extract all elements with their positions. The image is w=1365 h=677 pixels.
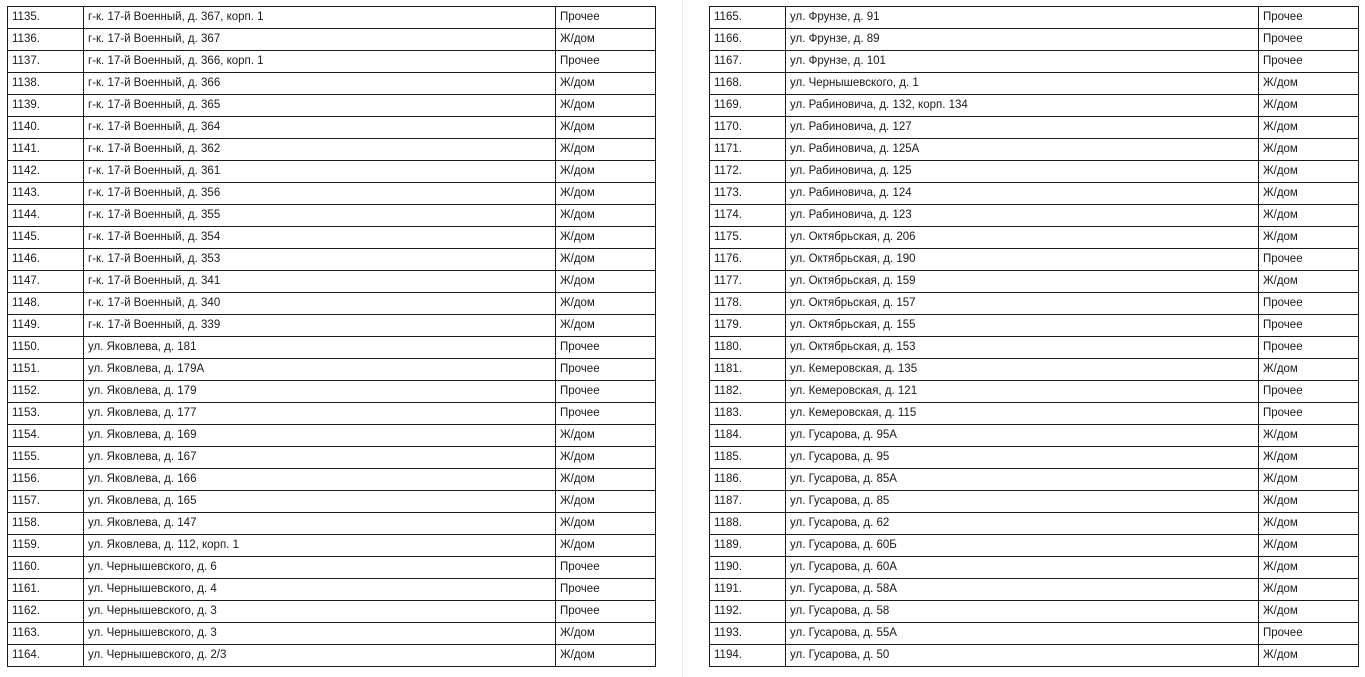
table-row (8, 403, 656, 425)
table-row (710, 315, 1359, 337)
row-number-cell: 1171. (710, 139, 786, 161)
row-number-cell: 1167. (710, 51, 786, 73)
address-cell: ул. Гусарова, д. 55А (786, 623, 1259, 645)
building-type-cell: Ж/дом (1259, 359, 1359, 381)
row-number-cell: 1158. (8, 513, 84, 535)
building-type-cell: Ж/дом (556, 183, 656, 205)
address-cell: ул. Яковлева, д. 165 (84, 491, 556, 513)
address-cell: ул. Кемеровская, д. 115 (786, 403, 1259, 425)
row-number-cell: 1186. (710, 469, 786, 491)
address-cell: ул. Яковлева, д. 177 (84, 403, 556, 425)
building-type-cell: Прочее (1259, 293, 1359, 315)
building-type-cell: Прочее (556, 51, 656, 73)
address-cell: ул. Яковлева, д. 169 (84, 425, 556, 447)
row-number-cell: 1163. (8, 623, 84, 645)
address-table-right-body (710, 7, 1359, 667)
row-number-cell: 1193. (710, 623, 786, 645)
table-row (8, 557, 656, 579)
row-number-cell: 1170. (710, 117, 786, 139)
address-cell: г-к. 17-й Военный, д. 361 (84, 161, 556, 183)
building-type-cell: Ж/дом (1259, 513, 1359, 535)
building-type-cell: Прочее (1259, 337, 1359, 359)
row-number-cell: 1151. (8, 359, 84, 381)
building-type-cell: Ж/дом (556, 117, 656, 139)
building-type-cell: Ж/дом (556, 469, 656, 491)
building-type-cell: Ж/дом (556, 205, 656, 227)
table-row (710, 95, 1359, 117)
table-row (8, 205, 656, 227)
building-type-cell: Ж/дом (1259, 271, 1359, 293)
table-row (710, 249, 1359, 271)
address-cell: ул. Яковлева, д. 112, корп. 1 (84, 535, 556, 557)
address-cell: ул. Октябрьская, д. 190 (786, 249, 1259, 271)
row-number-cell: 1181. (710, 359, 786, 381)
building-type-cell: Прочее (1259, 249, 1359, 271)
address-cell: г-к. 17-й Военный, д. 354 (84, 227, 556, 249)
building-type-cell: Ж/дом (1259, 117, 1359, 139)
address-cell: ул. Октябрьская, д. 155 (786, 315, 1259, 337)
address-cell: ул. Рабиновича, д. 132, корп. 134 (786, 95, 1259, 117)
row-number-cell: 1153. (8, 403, 84, 425)
table-row (8, 73, 656, 95)
address-cell: ул. Чернышевского, д. 1 (786, 73, 1259, 95)
address-cell: ул. Чернышевского, д. 4 (84, 579, 556, 601)
table-row (8, 183, 656, 205)
table-row (8, 381, 656, 403)
table-row (710, 205, 1359, 227)
address-cell: ул. Фрунзе, д. 91 (786, 7, 1259, 29)
building-type-cell: Прочее (1259, 623, 1359, 645)
row-number-cell: 1146. (8, 249, 84, 271)
row-number-cell: 1188. (710, 513, 786, 535)
table-row (8, 271, 656, 293)
building-type-cell: Ж/дом (1259, 73, 1359, 95)
address-cell: ул. Гусарова, д. 50 (786, 645, 1259, 667)
row-number-cell: 1189. (710, 535, 786, 557)
row-number-cell: 1155. (8, 447, 84, 469)
building-type-cell: Прочее (556, 337, 656, 359)
table-row (8, 7, 656, 29)
row-number-cell: 1139. (8, 95, 84, 117)
building-type-cell: Ж/дом (1259, 447, 1359, 469)
address-cell: ул. Фрунзе, д. 101 (786, 51, 1259, 73)
building-type-cell: Ж/дом (1259, 95, 1359, 117)
building-type-cell: Прочее (556, 359, 656, 381)
address-cell: ул. Октябрьская, д. 159 (786, 271, 1259, 293)
table-row (710, 139, 1359, 161)
address-cell: ул. Чернышевского, д. 2/3 (84, 645, 556, 667)
row-number-cell: 1174. (710, 205, 786, 227)
address-cell: г-к. 17-й Военный, д. 362 (84, 139, 556, 161)
table-row (8, 95, 656, 117)
row-number-cell: 1182. (710, 381, 786, 403)
row-number-cell: 1177. (710, 271, 786, 293)
row-number-cell: 1138. (8, 73, 84, 95)
address-cell: ул. Гусарова, д. 58 (786, 601, 1259, 623)
address-cell: г-к. 17-й Военный, д. 364 (84, 117, 556, 139)
address-cell: г-к. 17-й Военный, д. 353 (84, 249, 556, 271)
row-number-cell: 1194. (710, 645, 786, 667)
address-cell: ул. Яковлева, д. 181 (84, 337, 556, 359)
table-row (710, 535, 1359, 557)
table-row (8, 447, 656, 469)
table-row (8, 513, 656, 535)
address-cell: ул. Октябрьская, д. 157 (786, 293, 1259, 315)
address-cell: ул. Гусарова, д. 58А (786, 579, 1259, 601)
building-type-cell: Прочее (556, 403, 656, 425)
address-cell: ул. Гусарова, д. 60Б (786, 535, 1259, 557)
row-number-cell: 1142. (8, 161, 84, 183)
table-row (8, 535, 656, 557)
table-row (710, 491, 1359, 513)
table-row (710, 117, 1359, 139)
address-cell: г-к. 17-й Военный, д. 366, корп. 1 (84, 51, 556, 73)
address-cell: г-к. 17-й Военный, д. 355 (84, 205, 556, 227)
table-row (710, 601, 1359, 623)
address-cell: ул. Гусарова, д. 95А (786, 425, 1259, 447)
table-row (710, 447, 1359, 469)
row-number-cell: 1176. (710, 249, 786, 271)
building-type-cell: Ж/дом (1259, 579, 1359, 601)
address-cell: ул. Октябрьская, д. 153 (786, 337, 1259, 359)
building-type-cell: Ж/дом (556, 425, 656, 447)
building-type-cell: Ж/дом (556, 645, 656, 667)
row-number-cell: 1169. (710, 95, 786, 117)
address-cell: ул. Яковлева, д. 179А (84, 359, 556, 381)
building-type-cell: Ж/дом (1259, 425, 1359, 447)
row-number-cell: 1183. (710, 403, 786, 425)
row-number-cell: 1166. (710, 29, 786, 51)
table-row (8, 579, 656, 601)
address-cell: ул. Яковлева, д. 147 (84, 513, 556, 535)
building-type-cell: Ж/дом (556, 623, 656, 645)
address-cell: ул. Яковлева, д. 167 (84, 447, 556, 469)
table-row (710, 161, 1359, 183)
row-number-cell: 1148. (8, 293, 84, 315)
address-cell: ул. Чернышевского, д. 3 (84, 623, 556, 645)
table-row (710, 73, 1359, 95)
table-row (8, 601, 656, 623)
building-type-cell: Ж/дом (556, 271, 656, 293)
building-type-cell: Прочее (556, 7, 656, 29)
table-row (8, 337, 656, 359)
table-row (710, 359, 1359, 381)
table-row (8, 29, 656, 51)
address-cell: ул. Октябрьская, д. 206 (786, 227, 1259, 249)
building-type-cell: Прочее (556, 557, 656, 579)
address-cell: г-к. 17-й Военный, д. 341 (84, 271, 556, 293)
address-table-right (709, 6, 1359, 667)
address-cell: ул. Кемеровская, д. 121 (786, 381, 1259, 403)
table-row (8, 359, 656, 381)
table-row (8, 249, 656, 271)
building-type-cell: Ж/дом (556, 535, 656, 557)
table-row (710, 579, 1359, 601)
table-row (710, 293, 1359, 315)
building-type-cell: Ж/дом (556, 249, 656, 271)
row-number-cell: 1149. (8, 315, 84, 337)
row-number-cell: 1187. (710, 491, 786, 513)
table-row (8, 293, 656, 315)
table-row (710, 557, 1359, 579)
building-type-cell: Прочее (556, 381, 656, 403)
building-type-cell: Ж/дом (556, 447, 656, 469)
building-type-cell: Ж/дом (556, 73, 656, 95)
table-row (710, 227, 1359, 249)
building-type-cell: Ж/дом (556, 161, 656, 183)
table-row (710, 513, 1359, 535)
table-row (8, 623, 656, 645)
building-type-cell: Ж/дом (1259, 469, 1359, 491)
row-number-cell: 1137. (8, 51, 84, 73)
row-number-cell: 1178. (710, 293, 786, 315)
address-cell: ул. Кемеровская, д. 135 (786, 359, 1259, 381)
address-cell: ул. Рабиновича, д. 125А (786, 139, 1259, 161)
row-number-cell: 1161. (8, 579, 84, 601)
address-cell: ул. Гусарова, д. 85 (786, 491, 1259, 513)
table-row (8, 161, 656, 183)
address-cell: ул. Гусарова, д. 60А (786, 557, 1259, 579)
row-number-cell: 1154. (8, 425, 84, 447)
building-type-cell: Ж/дом (1259, 491, 1359, 513)
row-number-cell: 1150. (8, 337, 84, 359)
table-row (710, 623, 1359, 645)
row-number-cell: 1164. (8, 645, 84, 667)
address-cell: ул. Рабиновича, д. 123 (786, 205, 1259, 227)
building-type-cell: Ж/дом (556, 227, 656, 249)
table-row (8, 227, 656, 249)
address-table-left-body (8, 7, 656, 667)
row-number-cell: 1179. (710, 315, 786, 337)
row-number-cell: 1192. (710, 601, 786, 623)
row-number-cell: 1157. (8, 491, 84, 513)
address-cell: ул. Гусарова, д. 85А (786, 469, 1259, 491)
row-number-cell: 1184. (710, 425, 786, 447)
address-cell: г-к. 17-й Военный, д. 366 (84, 73, 556, 95)
row-number-cell: 1180. (710, 337, 786, 359)
table-row (8, 491, 656, 513)
row-number-cell: 1140. (8, 117, 84, 139)
table-row (8, 139, 656, 161)
building-type-cell: Ж/дом (556, 95, 656, 117)
table-row (710, 7, 1359, 29)
table-row (710, 381, 1359, 403)
building-type-cell: Прочее (1259, 29, 1359, 51)
table-row (710, 271, 1359, 293)
building-type-cell: Ж/дом (1259, 535, 1359, 557)
address-cell: ул. Рабиновича, д. 124 (786, 183, 1259, 205)
building-type-cell: Ж/дом (556, 29, 656, 51)
address-cell: ул. Гусарова, д. 62 (786, 513, 1259, 535)
row-number-cell: 1190. (710, 557, 786, 579)
address-cell: ул. Чернышевского, д. 6 (84, 557, 556, 579)
address-cell: г-к. 17-й Военный, д. 339 (84, 315, 556, 337)
building-type-cell: Ж/дом (556, 491, 656, 513)
address-cell: г-к. 17-й Военный, д. 340 (84, 293, 556, 315)
table-row (8, 645, 656, 667)
row-number-cell: 1141. (8, 139, 84, 161)
building-type-cell: Ж/дом (1259, 205, 1359, 227)
building-type-cell: Ж/дом (1259, 557, 1359, 579)
table-row (710, 645, 1359, 667)
building-type-cell: Ж/дом (556, 139, 656, 161)
row-number-cell: 1135. (8, 7, 84, 29)
row-number-cell: 1156. (8, 469, 84, 491)
building-type-cell: Ж/дом (556, 315, 656, 337)
building-type-cell: Ж/дом (1259, 183, 1359, 205)
address-cell: г-к. 17-й Военный, д. 367, корп. 1 (84, 7, 556, 29)
table-row (710, 425, 1359, 447)
address-cell: ул. Яковлева, д. 166 (84, 469, 556, 491)
building-type-cell: Ж/дом (556, 513, 656, 535)
table-row (710, 183, 1359, 205)
table-row (8, 117, 656, 139)
table-row (8, 469, 656, 491)
building-type-cell: Ж/дом (1259, 645, 1359, 667)
building-type-cell: Прочее (1259, 381, 1359, 403)
address-cell: ул. Фрунзе, д. 89 (786, 29, 1259, 51)
building-type-cell: Прочее (1259, 315, 1359, 337)
building-type-cell: Прочее (556, 579, 656, 601)
address-cell: г-к. 17-й Военный, д. 367 (84, 29, 556, 51)
building-type-cell: Прочее (1259, 403, 1359, 425)
building-type-cell: Ж/дом (1259, 161, 1359, 183)
page-divider (682, 0, 683, 677)
building-type-cell: Прочее (1259, 7, 1359, 29)
building-type-cell: Ж/дом (1259, 601, 1359, 623)
row-number-cell: 1162. (8, 601, 84, 623)
building-type-cell: Ж/дом (1259, 227, 1359, 249)
row-number-cell: 1159. (8, 535, 84, 557)
table-row (710, 403, 1359, 425)
row-number-cell: 1147. (8, 271, 84, 293)
row-number-cell: 1144. (8, 205, 84, 227)
address-cell: ул. Рабиновича, д. 125 (786, 161, 1259, 183)
table-row (710, 51, 1359, 73)
row-number-cell: 1145. (8, 227, 84, 249)
address-cell: г-к. 17-й Военный, д. 365 (84, 95, 556, 117)
row-number-cell: 1173. (710, 183, 786, 205)
row-number-cell: 1143. (8, 183, 84, 205)
building-type-cell: Ж/дом (556, 293, 656, 315)
address-cell: ул. Гусарова, д. 95 (786, 447, 1259, 469)
row-number-cell: 1160. (8, 557, 84, 579)
row-number-cell: 1191. (710, 579, 786, 601)
table-row (8, 315, 656, 337)
table-row (8, 51, 656, 73)
address-cell: ул. Яковлева, д. 179 (84, 381, 556, 403)
table-row (710, 337, 1359, 359)
building-type-cell: Прочее (1259, 51, 1359, 73)
table-row (8, 425, 656, 447)
address-cell: ул. Рабиновича, д. 127 (786, 117, 1259, 139)
address-cell: ул. Чернышевского, д. 3 (84, 601, 556, 623)
row-number-cell: 1152. (8, 381, 84, 403)
building-type-cell: Ж/дом (1259, 139, 1359, 161)
row-number-cell: 1185. (710, 447, 786, 469)
row-number-cell: 1136. (8, 29, 84, 51)
table-row (710, 29, 1359, 51)
address-table-left (7, 6, 656, 667)
building-type-cell: Прочее (556, 601, 656, 623)
row-number-cell: 1175. (710, 227, 786, 249)
row-number-cell: 1168. (710, 73, 786, 95)
address-cell: г-к. 17-й Военный, д. 356 (84, 183, 556, 205)
row-number-cell: 1165. (710, 7, 786, 29)
table-row (710, 469, 1359, 491)
row-number-cell: 1172. (710, 161, 786, 183)
